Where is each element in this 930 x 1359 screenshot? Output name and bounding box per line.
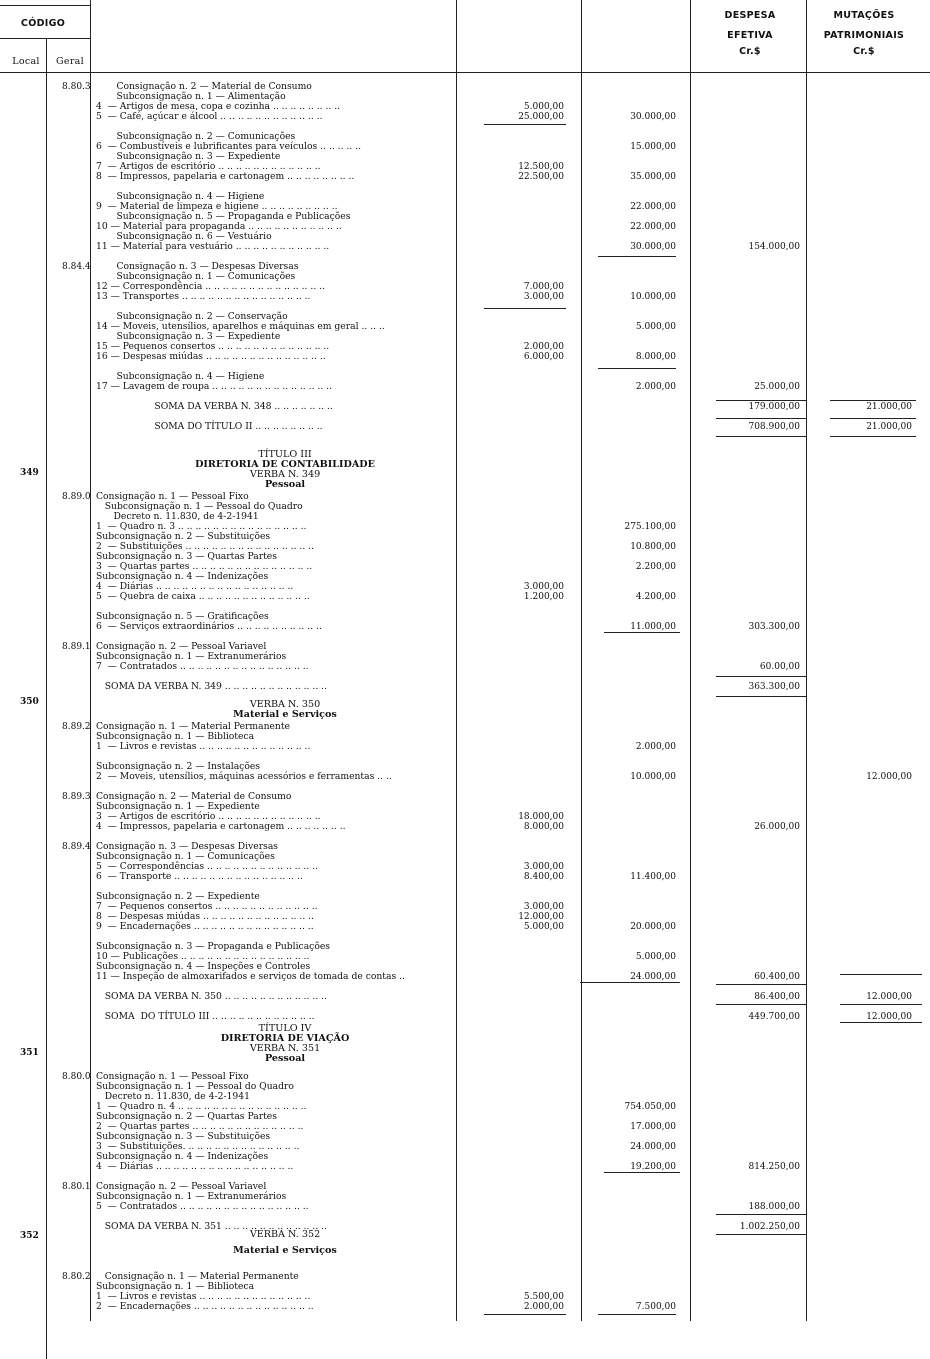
section-heading: VERBA N. 351 [249,1043,321,1054]
amount-a1: 3.000,00 [523,582,564,592]
sum-rule [716,696,806,697]
section-heading: TÍTULO III [258,449,312,460]
amount-a3: 188.000,00 [748,1202,800,1212]
local-code: 351 [20,1048,39,1058]
amount-a1: 6.000,00 [523,352,564,362]
amount-a3: 303.300,00 [748,622,800,632]
line-text: 1 — Livros e revistas .. .. .. .. .. .. .. .. .. .. .. .. .. [96,741,311,752]
geral-code: 8.80.0 [62,1072,91,1082]
line-text: 2 — Quartas partes .. .. .. .. .. .. .. .. .. .. .. .. .. [96,1121,304,1132]
line-text: Subconsignação n. 1 — Biblioteca [96,1281,255,1292]
header-despesa-3: Cr.$ [739,46,761,57]
sum-rule [484,308,566,309]
line-text: 14 — Moveis, utensílios, aparelhos e máquinas em geral .. .. .. [96,321,385,332]
line-text: Subconsignação n. 1 — Pessoal do Quadro [96,501,303,512]
section-heading: Material e Serviços [233,1245,337,1256]
header-despesa-1: DESPESA [724,10,776,21]
amount-a2: 2.000,00 [635,742,676,752]
geral-code: 8.89.4 [62,842,91,852]
col-line-a2 [690,0,691,1321]
line-text: Consignação n. 2 — Material de Consumo [96,81,312,92]
amount-a2: 754.050,00 [624,1102,676,1112]
amount-a1: 8.400,00 [523,872,564,882]
line-text: SOMA DA VERBA N. 351 .. .. .. .. .. .. .. .. .. .. .. .. [96,1221,328,1232]
sum-rule [830,436,916,437]
line-text: Consignação n. 1 — Pessoal Fixo [96,1071,249,1082]
line-text: Subconsignação n. 4 — Indenizações [96,1151,269,1162]
header-local: Local [12,56,40,67]
amount-a4: 12.000,00 [866,772,912,782]
line-text: 8 — Despesas miúdas .. .. .. .. .. .. .. .. .. .. .. .. .. [96,911,314,922]
line-text: Subconsignação n. 2 — Comunicações [96,131,296,142]
line-text: 10 — Publicações .. .. .. .. .. .. .. .. .. .. .. .. .. .. .. [96,951,310,962]
amount-a3: 363.300,00 [748,682,800,692]
amount-a1: 7.000,00 [523,282,564,292]
sum-rule [484,1314,566,1315]
amount-a1: 12.000,00 [518,912,564,922]
amount-a2: 5.000,00 [635,322,676,332]
line-text: Subconsignação n. 1 — Expediente [96,801,260,812]
sum-rule [840,974,922,975]
line-text: 2 — Substituições .. .. .. .. .. .. .. .. .. .. .. .. .. .. .. [96,541,315,552]
header-despesa-2: EFETIVA [727,30,773,41]
line-text: Subconsignação n. 4 — Higiene [96,371,265,382]
amount-a3: 26.000,00 [754,822,800,832]
header-mutacoes-3: Cr.$ [853,46,875,57]
amount-a3: 449.700,00 [748,1012,800,1022]
amount-a1: 18.000,00 [518,812,564,822]
col-line-a1 [581,0,582,1321]
line-text: Subconsignação n. 1 — Extranumerários [96,651,287,662]
amount-a3: 1.002.250,00 [739,1222,800,1232]
amount-a3: 86.400,00 [754,992,800,1002]
line-text: Subconsignação n. 2 — Conservação [96,311,288,322]
line-text: Subconsignação n. 2 — Substituições [96,531,271,542]
section-heading: DIRETORIA DE VIAÇÃO [220,1033,350,1044]
sum-rule [840,1022,922,1023]
sum-rule [830,418,916,419]
geral-code: 8.80.1 [62,1182,91,1192]
sum-rule [716,676,806,677]
sum-rule [716,1004,806,1005]
amount-a2: 11.400,00 [630,872,676,882]
col-line-geral [90,0,91,1321]
line-text: Subconsignação n. 3 — Propaganda e Publicações [96,941,331,952]
section-heading: Pessoal [264,479,306,490]
line-text: 3 — Quartas partes .. .. .. .. .. .. .. .. .. .. .. .. .. .. [96,561,313,572]
amount-a2: 5.000,00 [635,952,676,962]
amount-a2: 275.100,00 [624,522,676,532]
header-bottom-rule [0,72,930,73]
line-text: Decreto n. 11.830, de 4-2-1941 [96,1091,250,1102]
line-text: Subconsignação n. 1 — Extranumerários [96,1191,287,1202]
amount-a2: 24.000,00 [630,1142,676,1152]
local-code: 352 [20,1231,39,1241]
amount-a2: 8.000,00 [635,352,676,362]
amount-a1: 22.500,00 [518,172,564,182]
line-text: 9 — Material de limpeza e higiene .. .. .. .. .. .. .. .. .. [96,201,338,212]
section-heading: VERBA N. 350 [249,699,321,710]
col-line-a3 [806,0,807,1321]
amount-a2: 19.200,00 [630,1162,676,1172]
line-text: 5 — Contratados .. .. .. .. .. .. .. .. .. .. .. .. .. .. .. [96,1201,309,1212]
section-heading: VERBA N. 349 [249,469,321,480]
amount-a2: 10.000,00 [630,292,676,302]
line-text: SOMA DO TÍTULO III .. .. .. .. .. .. .. .. .. .. .. .. [96,1011,315,1022]
line-text: Subconsignação n. 3 — Quartas Partes [96,551,277,562]
amount-a1: 5.500,00 [523,1292,564,1302]
amount-a3: 814.250,00 [748,1162,800,1172]
sum-rule [716,400,806,401]
line-text: 2 — Moveis, utensílios, máquinas acessórios e ferramentas .. .. [96,771,392,782]
local-code: 350 [20,697,39,707]
amount-a2: 10.800,00 [630,542,676,552]
line-text: Subconsignação n. 6 — Vestuário [96,231,272,242]
line-text: Subconsignação n. 4 — Inspeções e Controles [96,961,311,972]
line-text: Consignação n. 1 — Material Permanente [96,721,290,732]
line-text: Subconsignação n. 2 — Quartas Partes [96,1111,277,1122]
sum-rule [598,368,676,369]
amount-a2: 20.000,00 [630,922,676,932]
header-geral: Geral [56,56,84,67]
amount-a1: 25.000,00 [518,112,564,122]
amount-a2: 22.000,00 [630,222,676,232]
line-text: Subconsignação n. 1 — Pessoal do Quadro [96,1081,294,1092]
header-mutacoes-2: PATRIMONIAIS [823,30,905,41]
line-text: 5 — Quebra de caixa .. .. .. .. .. .. .. .. .. .. .. .. .. [96,591,310,602]
section-heading: DIRETORIA DE CONTABILIDADE [195,459,375,470]
header-top-rule [0,5,90,6]
amount-a4: 21.000,00 [866,402,912,412]
geral-code: 8.89.0 [62,492,91,502]
line-text: 7 — Contratados .. .. .. .. .. .. .. .. .. .. .. .. .. .. .. [96,661,309,672]
sum-rule [598,256,676,257]
amount-a2: 2.200,00 [635,562,676,572]
amount-a1: 1.200,00 [523,592,564,602]
amount-a2: 7.500,00 [635,1302,676,1312]
amount-a3: 179.000,00 [748,402,800,412]
geral-code: 8.89.2 [62,722,91,732]
line-text: 10 — Material para propaganda .. .. .. .. .. .. .. .. .. .. .. [96,221,342,232]
sum-rule [840,1004,922,1005]
line-text: Consignação n. 3 — Despesas Diversas [96,261,299,272]
sum-rule [830,400,916,401]
geral-code: 8.80.2 [62,1272,91,1282]
amount-a1: 5.000,00 [523,922,564,932]
geral-code: 8.84.4 [62,262,91,272]
sum-rule [716,1234,806,1235]
amount-a2: 24.000,00 [630,972,676,982]
header-codigo-rule [0,38,90,39]
line-text: 4 — Diárias .. .. .. .. .. .. .. .. .. .. .. .. .. .. .. .. [96,1161,294,1172]
line-text: 5 — Correspondências .. .. .. .. .. .. .. .. .. .. .. .. .. [96,861,319,872]
amount-a1: 3.000,00 [523,862,564,872]
sum-rule [598,1314,676,1315]
line-text: 7 — Pequenos consertos .. .. .. .. .. .. .. .. .. .. .. .. [96,901,318,912]
line-text: 16 — Despesas miúdas .. .. .. .. .. .. .. .. .. .. .. .. .. .. [96,351,326,362]
line-text: Subconsignação n. 1 — Comunicações [96,271,296,282]
line-text: SOMA DO TÍTULO II .. .. .. .. .. .. .. .. [96,421,323,432]
line-text: Subconsignação n. 2 — Instalações [96,761,260,772]
line-text: SOMA DA VERBA N. 350 .. .. .. .. .. .. .. .. .. .. .. .. [96,991,328,1002]
amount-a1: 5.000,00 [523,102,564,112]
line-text: Subconsignação n. 1 — Alimentação [96,91,286,102]
geral-code: 8.80.3 [62,82,91,92]
amount-a2: 17.000,00 [630,1122,676,1132]
line-text: 11 — Material para vestuário .. .. .. .. .. .. .. .. .. .. .. [96,241,330,252]
line-text: 3 — Artigos de escritório .. .. .. .. .. .. .. .. .. .. .. .. [96,811,321,822]
amount-a1: 3.000,00 [523,902,564,912]
amount-a3: 708.900,00 [748,422,800,432]
line-text: Consignação n. 2 — Pessoal Variavel [96,641,267,652]
col-line-text [456,0,457,1321]
line-text: 4 — Impressos, papelaria e cartonagem .. .. .. .. .. .. .. [96,821,346,832]
amount-a2: 30.000,00 [630,112,676,122]
amount-a4: 12.000,00 [866,1012,912,1022]
section-heading: Material e Serviços [233,709,337,720]
line-text: 8 — Impressos, papelaria e cartonagem .. .. .. .. .. .. .. .. [96,171,355,182]
line-text: Subconsignação n. 4 — Indenizações [96,571,269,582]
line-text: SOMA DA VERBA N. 348 .. .. .. .. .. .. .. [96,401,333,412]
line-text: Subconsignação n. 1 — Biblioteca [96,731,255,742]
header-codigo: CÓDIGO [20,18,66,29]
amount-a1: 2.000,00 [523,1302,564,1312]
amount-a2: 11.000,00 [630,622,676,632]
geral-code: 8.89.1 [62,642,91,652]
sum-rule [716,1214,806,1215]
line-text: Consignação n. 3 — Despesas Diversas [96,841,279,852]
line-text: 4 — Diárias .. .. .. .. .. .. .. .. .. .. .. .. .. .. .. .. [96,581,294,592]
amount-a3: 25.000,00 [754,382,800,392]
line-text: 13 — Transportes .. .. .. .. .. .. .. .. .. .. .. .. .. .. .. [96,291,311,302]
line-text: 4 — Artigos de mesa, copa e cozinha .. .. .. .. .. .. .. .. [96,101,341,112]
line-text: Consignação n. 2 — Pessoal Variavel [96,1181,267,1192]
line-text: 9 — Encadernações .. .. .. .. .. .. .. .. .. .. .. .. .. .. [96,921,314,932]
line-text: 5 — Café, açúcar e álcool .. .. .. .. .. .. .. .. .. .. .. .. [96,111,323,122]
line-text: Subconsignação n. 3 — Expediente [96,151,281,162]
line-text: 1 — Livros e revistas .. .. .. .. .. .. .. .. .. .. .. .. .. [96,1291,311,1302]
sum-rule [484,124,566,125]
line-text: 6 — Serviços extraordinários .. .. .. .. .. .. .. .. .. .. [96,621,322,632]
geral-code: 8.89.3 [62,792,91,802]
amount-a3: 60.00,00 [759,662,800,672]
amount-a2: 4.200,00 [635,592,676,602]
amount-a4: 12.000,00 [866,992,912,1002]
line-text: 17 — Lavagem de roupa .. .. .. .. .. .. .. .. .. .. .. .. .. .. [96,381,333,392]
sum-rule [604,1172,680,1173]
sum-rule [716,984,806,985]
section-heading: VERBA N. 352 [249,1229,321,1240]
amount-a2: 22.000,00 [630,202,676,212]
line-text: 11 — Inspeção de almoxarifados e serviços de tomada de contas .. [96,971,405,982]
line-text: Consignação n. 1 — Pessoal Fixo [96,491,249,502]
line-text: Consignação n. 2 — Material de Consumo [96,791,292,802]
col-line-local [46,38,47,1359]
line-text: Subconsignação n. 5 — Propaganda e Publicações [96,211,351,222]
amount-a1: 12.500,00 [518,162,564,172]
amount-a2: 35.000,00 [630,172,676,182]
line-text: Subconsignação n. 3 — Substituições [96,1131,271,1142]
amount-a4: 21.000,00 [866,422,912,432]
line-text: 6 — Transporte .. .. .. .. .. .. .. .. .. .. .. .. .. .. .. [96,871,303,882]
amount-a2: 15.000,00 [630,142,676,152]
amount-a2: 2.000,00 [635,382,676,392]
sum-rule [580,982,680,983]
line-text: 15 — Pequenos consertos .. .. .. .. .. .. .. .. .. .. .. .. .. [96,341,330,352]
amount-a1: 2.000,00 [523,342,564,352]
line-text: Subconsignação n. 3 — Expediente [96,331,281,342]
line-text: 2 — Encadernações .. .. .. .. .. .. .. .. .. .. .. .. .. .. [96,1301,314,1312]
line-text: Subconsignação n. 5 — Gratificações [96,611,269,622]
line-text: 1 — Quadro n. 4 .. .. .. .. .. .. .. .. .. .. .. .. .. .. .. [96,1101,307,1112]
header-mutacoes-1: MUTAÇÕES [833,10,895,21]
amount-a2: 10.000,00 [630,772,676,782]
amount-a3: 154.000,00 [748,242,800,252]
line-text: Subconsignação n. 2 — Expediente [96,891,260,902]
sum-rule [604,632,680,633]
amount-a1: 3.000,00 [523,292,564,302]
sum-rule [716,418,806,419]
line-text: 12 — Correspondência .. .. .. .. .. .. .. .. .. .. .. .. .. .. [96,281,326,292]
line-text: SOMA DA VERBA N. 349 .. .. .. .. .. .. .. .. .. .. .. .. [96,681,328,692]
line-text: Decreto n. 11.830, de 4-2-1941 [96,511,259,522]
amount-a2: 30.000,00 [630,242,676,252]
line-text: 3 — Substituições. .. .. .. .. .. .. .. .. .. .. .. .. .. [96,1141,300,1152]
section-heading: TÍTULO IV [258,1023,312,1034]
line-text: 1 — Quadro n. 3 .. .. .. .. .. .. .. .. .. .. .. .. .. .. .. [96,521,307,532]
line-text: Subconsignação n. 1 — Comunicações [96,851,275,862]
amount-a1: 8.000,00 [523,822,564,832]
section-heading: Pessoal [264,1053,306,1064]
line-text: 7 — Artigos de escritório .. .. .. .. .. .. .. .. .. .. .. .. [96,161,321,172]
sum-rule [716,436,806,437]
line-text: Consignação n. 1 — Material Permanente [96,1271,299,1282]
line-text: Subconsignação n. 4 — Higiene [96,191,265,202]
amount-a3: 60.400,00 [754,972,800,982]
local-code: 349 [20,468,39,478]
line-text: 6 — Combustíveis e lubrificantes para veículos .. .. .. .. .. [96,141,362,152]
